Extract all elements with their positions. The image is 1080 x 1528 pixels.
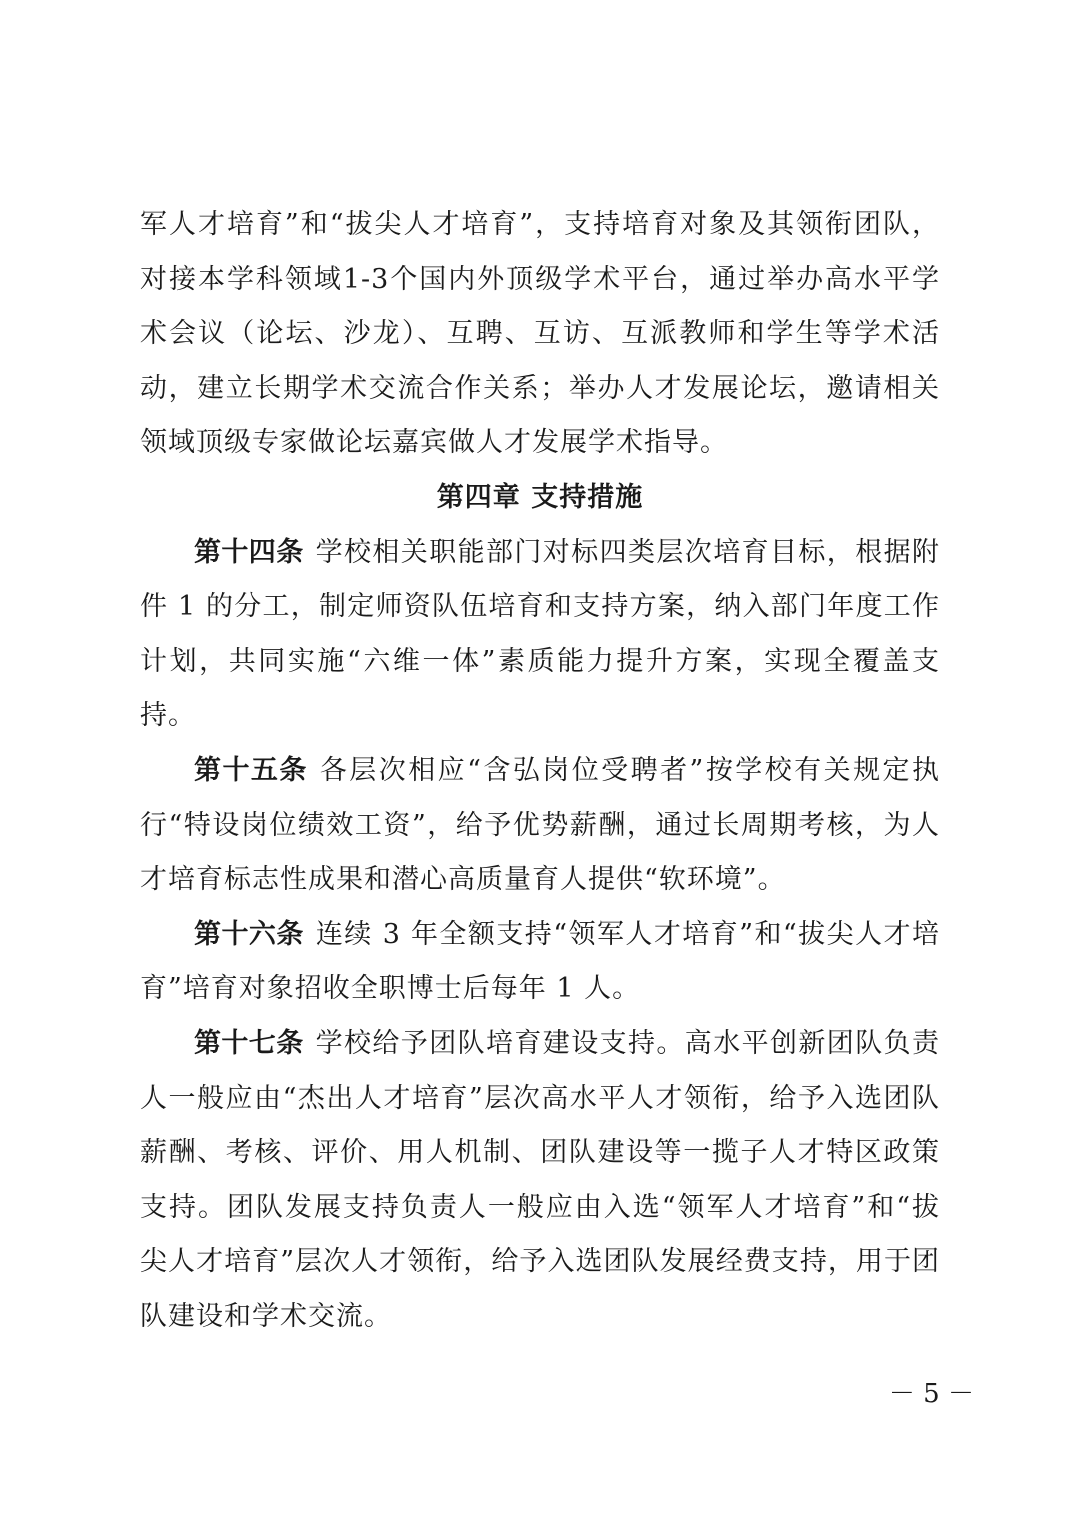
article-14 — [140, 526, 940, 744]
article-15-label: 第十五条 — [194, 754, 308, 786]
article-16-text: 连续 3 年全额支持“领军人才培育”和“拔尖人才培育”培育对象招收全职博士后每年 1 人。 — [140, 918, 940, 1005]
continued-paragraph: 军人才培育”和“拔尖人才培育”，支持培育对象及其领衔团队，对接本学科领域1-3个国内外顶级学术平台，通过举办高水平学术会议（论坛、沙龙）、互聘、互访、互派教师和学生等学术活动，建立长期学术交流合作关系；举办人才发展论坛，邀请相关领域顶级专家做论坛嘉宾做人才发展学术指导。 — [140, 209, 940, 459]
article-14-label: 第十四条 — [194, 536, 304, 568]
article-17-text: 学校给予团队培育建设支持。高水平创新团队负责人一般应由“杰出人才培育”层次高水平人才领衔，给予入选团队薪酬、考核、评价、用人机制、团队建设等一揽子人才特区政策支持。团队发展支持负责人一般应由入选“领军人才培育”和“拔尖人才培育”层次人才领衔，给予入选团队发展经费支持，用于团队建设和学术交流。 — [140, 1027, 941, 1332]
article-16-label: 第十六条 — [194, 918, 304, 950]
article-15 — [140, 744, 940, 908]
article-17-label: 第十七条 — [194, 1027, 304, 1059]
article-17 — [140, 1017, 940, 1345]
article-15-text: 各层次相应“含弘岗位受聘者”按学校有关规定执行“特设岗位绩效工资”，给予优势薪酬，通过长周期考核，为人才培育标志性成果和潜心高质量育人提供“软环境”。 — [140, 754, 941, 896]
chapter-title: 第四章 支持措施 — [436, 481, 644, 513]
document-body — [140, 198, 940, 1344]
article-14-text: 学校相关职能部门对标四类层次培育目标，根据附件 1 的分工，制定师资队伍培育和支持方案，纳入部门年度工作计划，共同实施“六维一体”素质能力提升方案，实现全覆盖支持。 — [140, 536, 941, 732]
page-number: － 5 － — [888, 1379, 974, 1409]
article-16 — [140, 908, 940, 1017]
